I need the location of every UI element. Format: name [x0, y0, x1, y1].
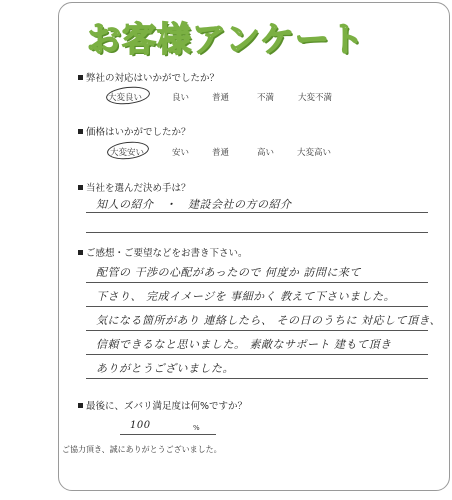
option-service-5[interactable]: 大変不満	[298, 93, 333, 103]
satisfaction-unit: %	[193, 424, 200, 432]
option-price-3[interactable]: 普通	[212, 148, 230, 158]
comment-line-3: 気になる箇所があり 連絡したら、 その日のうちに 対応して頂き、	[96, 314, 442, 327]
comment-line-2: 下さり、 完成イメージを 事細かく 教えて下さいました。	[96, 290, 396, 303]
question-price	[78, 124, 191, 138]
bullet-square-icon	[78, 250, 83, 255]
answer-reason-handwriting: 知人の紹介 ・ 建設会社の方の紹介	[96, 198, 292, 211]
question-service-text: 弊社の対応はいかがでしたか？	[86, 73, 220, 84]
question-satisfaction	[78, 398, 247, 412]
question-comments	[78, 245, 248, 259]
question-price-text: 価格はいかがでしたか？	[86, 127, 191, 138]
comment-line-1: 配管の 干渉の心配があったので 何度か 訪問に来て	[96, 266, 361, 279]
answer-line	[86, 330, 428, 331]
satisfaction-line	[120, 434, 216, 435]
question-satisfaction-text: 最後に、ズバリ満足度は何%ですか？	[86, 401, 248, 412]
option-price-5[interactable]: 大変高い	[297, 148, 332, 158]
footer-thanks: ご協力頂き、誠にありがとうございました。	[62, 445, 222, 454]
bullet-square-icon	[78, 129, 83, 134]
option-service-3[interactable]: 普通	[212, 93, 230, 103]
options-service	[0, 91, 452, 105]
option-service-2[interactable]: 良い	[172, 93, 190, 103]
answer-line	[86, 378, 428, 379]
option-price-2[interactable]: 安い	[172, 148, 190, 158]
satisfaction-value-handwriting: 100	[130, 420, 151, 431]
answer-line	[86, 212, 428, 213]
question-reason	[78, 180, 191, 194]
option-price-4[interactable]: 高い	[257, 148, 275, 158]
comment-line-4: 信頼できるなと思いました。 素敵なサポート 建もて頂き	[96, 338, 392, 351]
answer-line	[86, 306, 428, 307]
survey-title: お客様アンケート	[87, 20, 365, 60]
option-price-1[interactable]: 大変安い	[110, 148, 145, 158]
question-service	[78, 70, 219, 84]
bullet-square-icon	[78, 185, 83, 190]
bullet-square-icon	[78, 75, 83, 80]
question-comments-text: ご感想・ご要望などをお書き下さい。	[86, 248, 248, 259]
answer-line	[86, 282, 428, 283]
comment-line-5: ありがとうございました。	[96, 362, 234, 375]
question-reason-text: 当社を選んだ決め手は？	[86, 183, 191, 194]
options-price	[0, 146, 452, 160]
answer-line	[86, 232, 428, 233]
bullet-square-icon	[78, 403, 83, 408]
option-service-4[interactable]: 不満	[257, 93, 275, 103]
answer-line	[86, 354, 428, 355]
option-service-1[interactable]: 大変良い	[108, 93, 143, 103]
